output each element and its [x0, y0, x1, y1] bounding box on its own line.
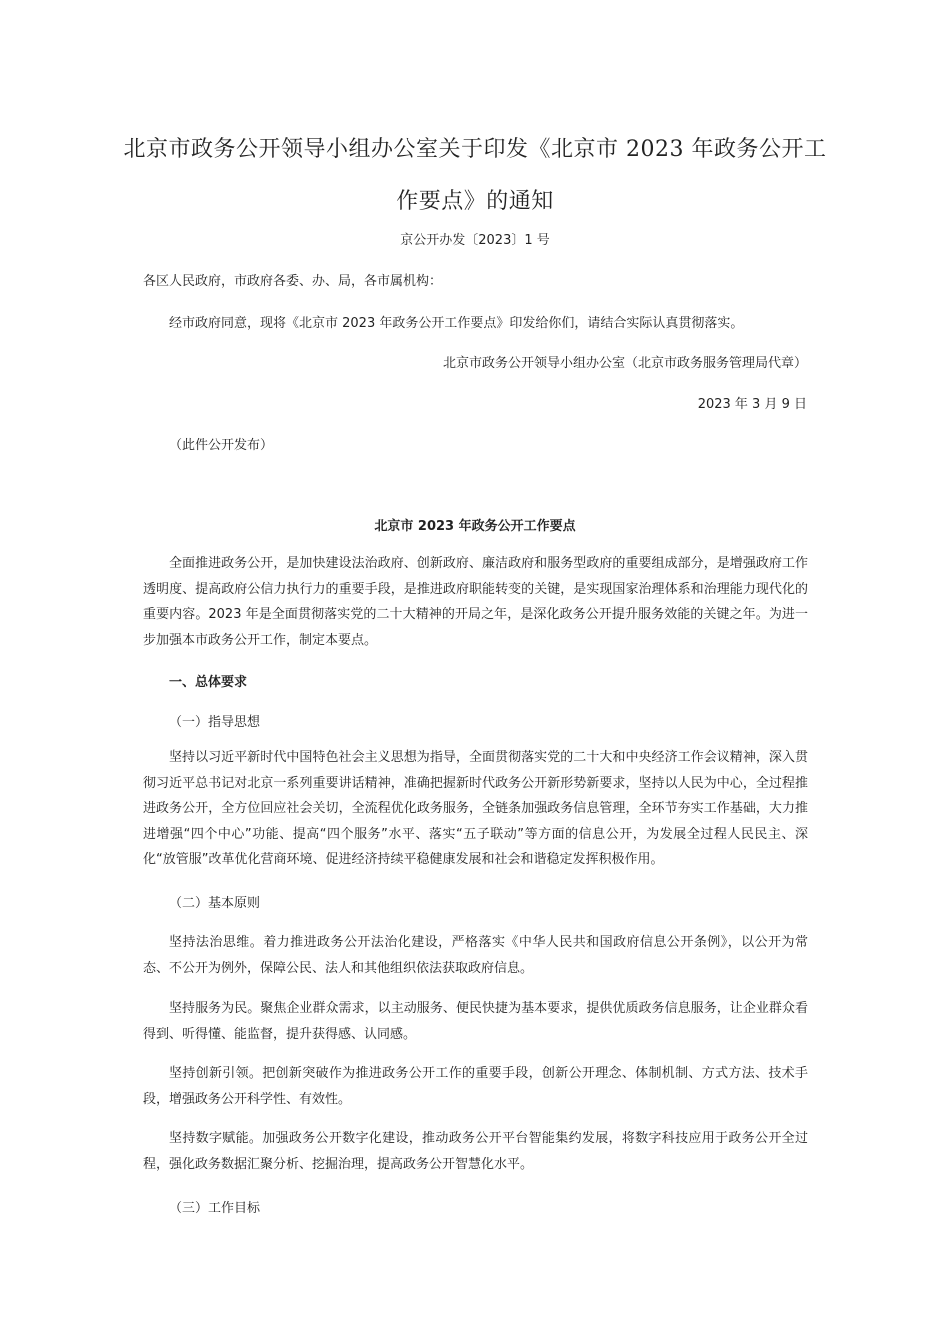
principle-rule-of-law: 坚持法治思维。着力推进政务公开法治化建设，严格落实《中华人民共和国政府信息公开条例》，以公开为常态、不公开为例外，保障公民、法人和其他组织依法获取政府信息。: [143, 935, 808, 976]
attachment-intro: 全面推进政务公开，是加快建设法治政府、创新政府、廉洁政府和服务型政府的重要组成部分，是增强政府工作透明度、提高政府公信力执行力的重要手段，是推进政府职能转变的关键，是实现国家治理体系和治理能力现代化的重要内容。2023 年是全面贯彻落实党的二十大精神的开局之年，是深化政务公开提升服务效能的关键之年。为进一步加强本市政务公开工作，制定本要点。: [143, 556, 808, 648]
guiding-ideology-text: 坚持以习近平新时代中国特色社会主义思想为指导，全面贯彻落实党的二十大和中央经济工作会议精神，深入贯彻习近平总书记对北京一系列重要讲话精神，准确把握新时代政务公开新形势新要求，坚持以人民为中心，全过程推进政务公开，全方位回应社会关切，全流程优化政务服务，全链条加强政务信息管理，全环节夯实工作基础，大力推进增强“四个中心”功能、提高“四个服务”水平、落实“五子联动”等方面的信息公开，为发展全过程人民民主、深化“放管服”改革优化营商环境、促进经济持续平稳健康发展和社会和谐稳定发挥积极作用。: [143, 750, 808, 867]
notice-body: 经市政府同意，现将《北京市 2023 年政务公开工作要点》印发给你们，请结合实际认真贯彻落实。: [169, 316, 744, 331]
subsection-heading-guiding-ideology: （一）指导思想: [169, 715, 261, 730]
signer: 北京市政务公开领导小组办公室（北京市政务服务管理局代章）: [442, 356, 807, 371]
publication-note: （此件公开发布）: [169, 438, 274, 453]
section-heading-general-requirements: 一、总体要求: [169, 675, 248, 690]
subsection-heading-basic-principles: （二）基本原则: [169, 896, 261, 911]
document-number: 京公开办发〔2023〕1 号: [400, 233, 550, 248]
issue-date: 2023 年 3 月 9 日: [697, 397, 807, 412]
notice-title: 北京市政务公开领导小组办公室关于印发《北京市 2023 年政务公开工作要点》的通知: [123, 137, 827, 214]
principle-digital: 坚持数字赋能。加强政务公开数字化建设，推动政务公开平台智能集约发展，将数字科技应用于政务公开全过程，强化政务数据汇聚分析、挖掘治理，提高政务公开智慧化水平。: [143, 1131, 808, 1172]
principle-serve-people: 坚持服务为民。聚焦企业群众需求，以主动服务、便民快捷为基本要求，提供优质政务信息服务，让企业群众看得到、听得懂、能监督，提升获得感、认同感。: [143, 1001, 808, 1042]
subsection-heading-work-goals: （三）工作目标: [169, 1201, 261, 1216]
recipients-line: 各区人民政府，市政府各委、办、局，各市属机构：: [143, 274, 443, 289]
attachment-title: 北京市 2023 年政务公开工作要点: [374, 519, 576, 534]
principle-innovation: 坚持创新引领。把创新突破作为推进政务公开工作的重要手段，创新公开理念、体制机制、方式方法、技术手段，增强政务公开科学性、有效性。: [143, 1066, 808, 1107]
